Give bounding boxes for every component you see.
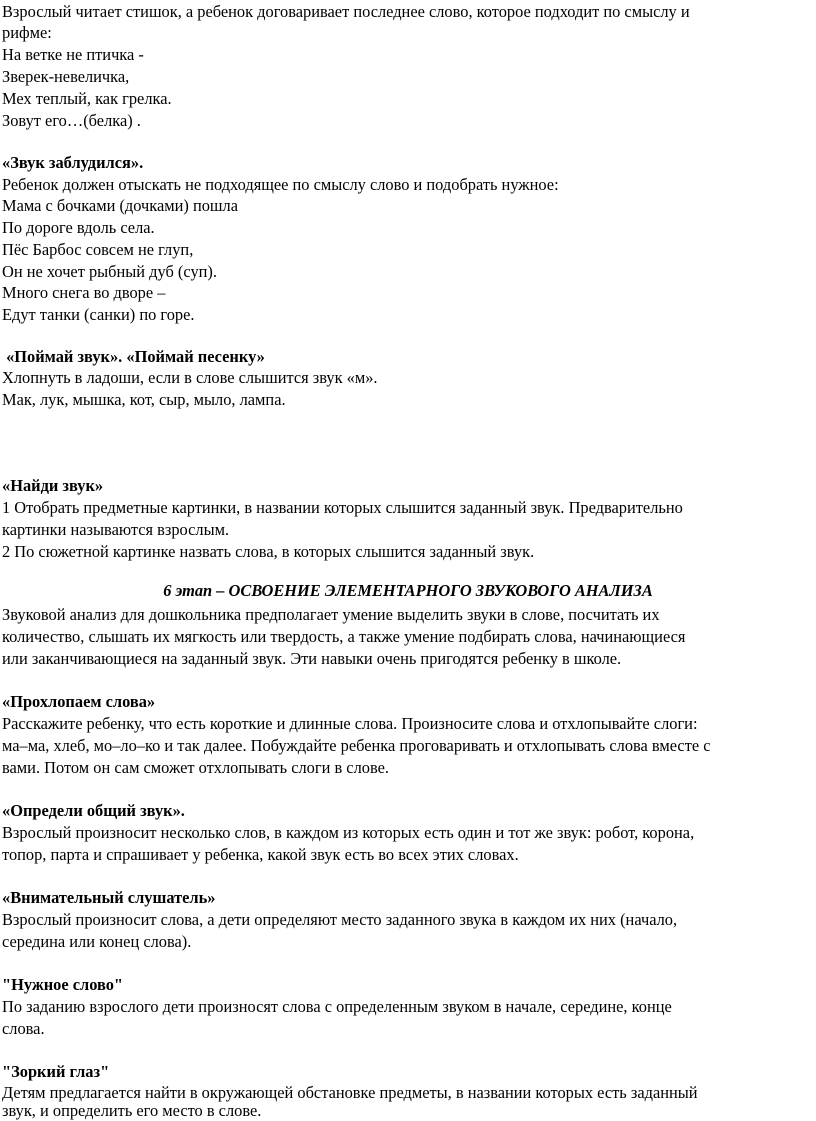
paragraph-line: или заканчивающиеся на заданный звук. Эти навыки очень пригодятся ребенку в школе.: [2, 649, 622, 668]
paragraph-line: слова.: [2, 1019, 45, 1038]
poem-line: Мама с бочками (дочками) пошла: [2, 196, 238, 215]
paragraph-line: 1 Отобрать предметные картинки, в названии которых слышится заданный звук. Предварительно: [2, 498, 683, 517]
poem-line: На ветке не птичка -: [2, 45, 144, 64]
paragraph-line: Ребенок должен отыскать не подходящее по смыслу слово и подобрать нужное:: [2, 175, 559, 194]
section-title: «Звук заблудился».: [2, 153, 144, 172]
paragraph-line: вами. Потом он сам сможет отхлопывать слоги в слове.: [2, 758, 389, 777]
section-title: «Определи общий звук».: [2, 801, 185, 820]
poem-line: Едут танки (санки) по горе.: [2, 305, 195, 324]
section-title: "Нужное слово": [2, 975, 124, 994]
paragraph-line: Звуковой анализ для дошкольника предполагает умение выделить звуки в слове, посчитать их: [2, 605, 660, 624]
paragraph-line: Расскажите ребенку, что есть короткие и длинные слова. Произносите слова и отхлопывайте слоги:: [2, 714, 698, 733]
section-title: «Поймай звук». «Поймай песенку»: [2, 347, 265, 366]
poem-line: Он не хочет рыбный дуб (суп).: [2, 262, 217, 281]
paragraph-line: По заданию взрослого дети произносят слова с определенным звуком в начале, середине, конце: [2, 997, 672, 1016]
stage-heading: 6 этап – ОСВОЕНИЕ ЭЛЕМЕНТАРНОГО ЗВУКОВОГО АНАЛИЗА: [163, 581, 653, 600]
paragraph-line: рифме:: [2, 23, 52, 42]
poem-line: Мех теплый, как грелка.: [2, 89, 172, 108]
paragraph-line: Хлопнуть в ладоши, если в слове слышится звук «м».: [2, 368, 378, 387]
paragraph-line: Взрослый произносит слова, а дети определяют место заданного звука в каждом их них (начало,: [2, 910, 678, 929]
paragraph-line: количество, слышать их мягкость или твердость, а также умение подбирать слова, начинающиеся: [2, 627, 686, 646]
paragraph-line: Мак, лук, мышка, кот, сыр, мыло, лампа.: [2, 390, 286, 409]
poem-line: Пёс Барбос совсем не глуп,: [2, 240, 194, 259]
section-title: «Найди звук»: [2, 476, 104, 495]
section-title: «Прохлопаем слова»: [2, 692, 156, 711]
paragraph-line: Взрослый произносит несколько слов, в каждом из которых есть один и тот же звук: робот, корона,: [2, 823, 695, 842]
poem-line: По дороге вдоль села.: [2, 218, 155, 237]
section-title: "Зоркий глаз": [2, 1062, 110, 1081]
paragraph-line: Детям предлагается найти в окружающей обстановке предметы, в названии которых есть заданный: [2, 1083, 698, 1102]
paragraph-line: 2 По сюжетной картинке назвать слова, в которых слышится заданный звук.: [2, 542, 535, 561]
paragraph-line: ма–ма, хлеб, мо–ло–ко и так далее. Побуждайте ребенка проговаривать и отхлопывать слова вместе с: [2, 736, 711, 755]
paragraph-line: топор, парта и спрашивает у ребенка, какой звук есть во всех этих словах.: [2, 845, 519, 864]
poem-line: Много снега во дворе –: [2, 283, 166, 302]
paragraph-line: Взрослый читает стишок, а ребенок договаривает последнее слово, которое подходит по смыслу и: [2, 2, 690, 21]
paragraph-line: картинки называются взрослым.: [2, 520, 230, 539]
poem-line: Зовут его…(белка) .: [2, 111, 141, 130]
paragraph-line: середина или конец слова).: [2, 932, 192, 951]
paragraph-line: звук, и определить его место в слове.: [2, 1101, 262, 1120]
poem-line: Зверек-невеличка,: [2, 67, 130, 86]
section-title: «Внимательный слушатель»: [2, 888, 216, 907]
